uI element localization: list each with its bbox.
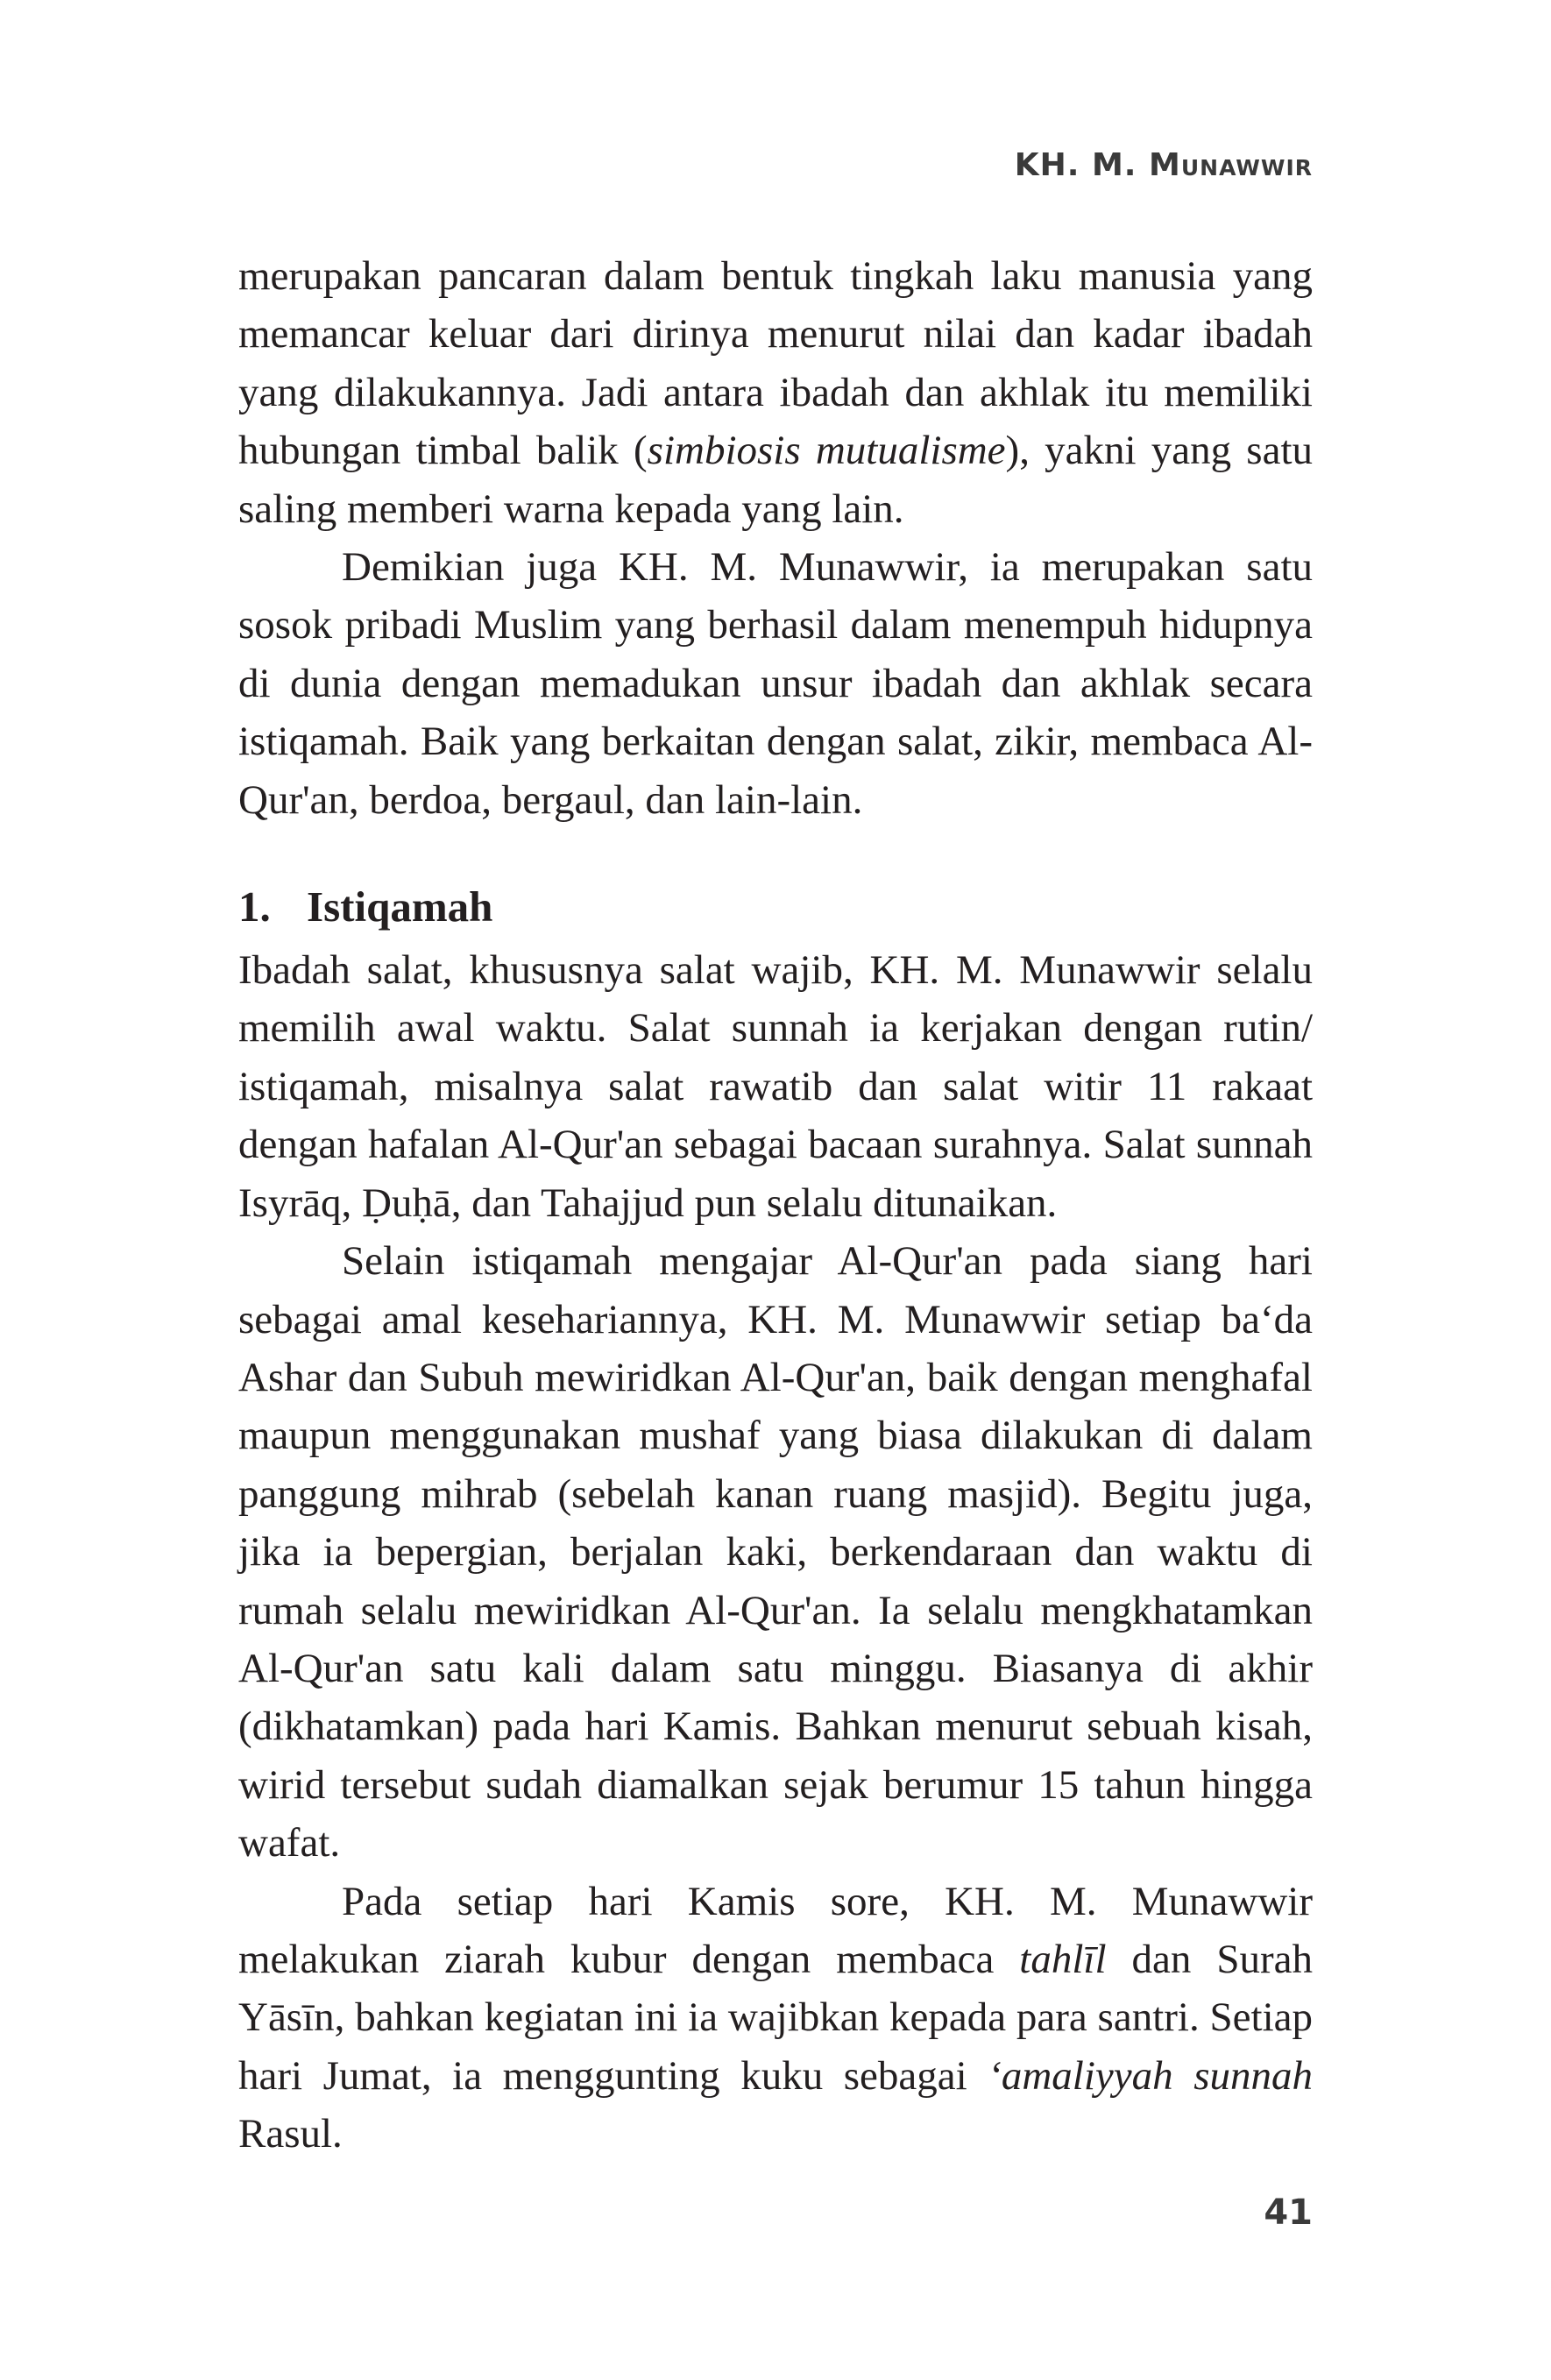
paragraph-5-text-c: Rasul. [238, 2111, 343, 2157]
section-heading [238, 878, 1313, 936]
paragraph-5-italic-1: tahlīl [1019, 1936, 1107, 1982]
paragraph-5-text-a: Pada setiap hari Kamis sore, KH. M. Munawwir melakukan ziarah kubur dengan membaca [238, 1878, 1313, 1982]
paragraph-5-italic-2: ‘amaliyyah sunnah [988, 2052, 1313, 2099]
paragraph-1-text-b: ), yakni yang satu saling memberi warna kepada yang lain. [238, 428, 1313, 532]
paragraph-5 [238, 1873, 1313, 2164]
section-title: Istiqamah [307, 882, 493, 931]
paragraph-5-text-b: dan Surah Yāsīn, bahkan kegiatan ini ia wajibkan kepada para santri. Setiap hari Jumat, ia menggunting kuku sebagai [238, 1936, 1313, 2099]
paragraph-1 [238, 247, 1313, 538]
paragraph-1-italic: simbiosis mutualisme [647, 428, 1006, 474]
page-number: 41 [1264, 2192, 1313, 2233]
paragraph-1-text-a: merupakan pancaran dalam bentuk tingkah laku manusia yang memancar keluar dari dirinya menurut nilai dan kadar ibadah yang dilakukannya. Jadi antara ibadah dan akhlak itu memiliki hubungan timbal balik ( [238, 253, 1313, 474]
paragraph-4: Selain istiqamah mengajar Al-Qur'an pada siang hari sebagai amal kesehariannya, KH. M. Munawwir setiap ba‘da Ashar dan Subuh mewiridkan Al-Qur'an, baik dengan menghafal maupun menggunakan mushaf yang biasa dilakukan di dalam panggung mihrab (sebelah kanan ruang masjid). Begitu juga, jika ia bepergian, berjalan kaki, berkendaraan dan waktu di rumah selalu mewiridkan Al-Qur'an. Ia selalu mengkhatamkan Al-Qur'an satu kali dalam satu minggu. Biasanya di akhir (dikhatamkan) pada hari Kamis. Bahkan menurut sebuah kisah, wirid tersebut sudah diamalkan sejak berumur 15 tahun hingga wafat. [238, 1238, 1313, 1866]
paragraph-3: Ibadah salat, khususnya salat wajib, KH. M. Munawwir selalu memilih awal waktu. Salat sunnah ia kerjakan dengan rutin/ istiqamah, misalnya salat rawatib dan salat witir 11 rakaat dengan hafalan Al-Qur'an sebagai bacaan surahnya. Salat sunnah Isyrāq, Ḍuḥā, dan Tahajjud pun selalu ditunaikan. [238, 947, 1313, 1226]
running-header: KH. M. Munawwir [1014, 147, 1313, 183]
page-body [238, 247, 1313, 2164]
paragraph-2: Demikian juga KH. M. Munawwir, ia merupakan satu sosok pribadi Muslim yang berhasil dalam menempuh hidupnya di dunia dengan memadukan unsur ibadah dan akhlak secara istiqamah. Baik yang berkaitan dengan salat, zikir, membaca Al-Qur'an, berdoa, bergaul, dan lain-lain. [238, 544, 1313, 823]
section-number: 1. [238, 882, 271, 931]
